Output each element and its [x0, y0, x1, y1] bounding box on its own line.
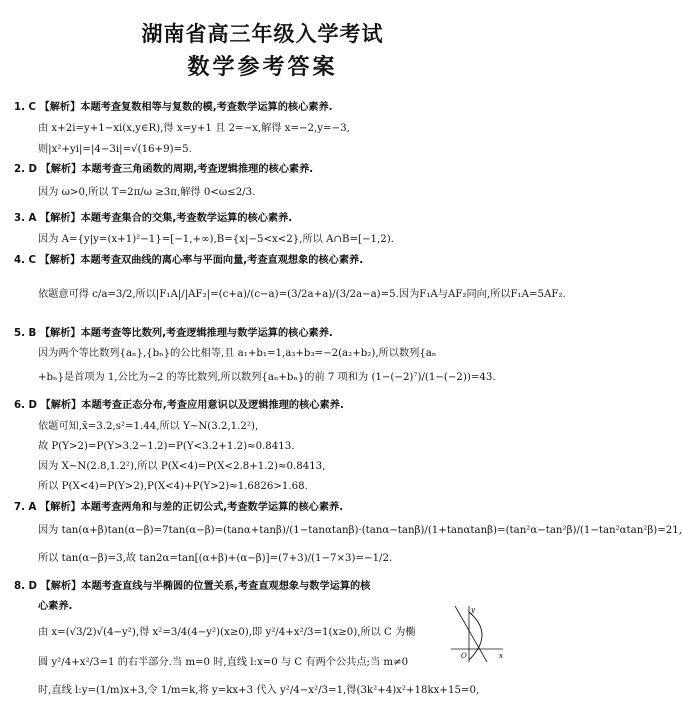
q3-heading: 3. A 【解析】本题考查集合的交集,考查数学运算的核心素养. [14, 213, 293, 224]
page-subtitle: 数学参考答案 [187, 55, 338, 80]
q6-line4: 所以 P(X<4)=P(Y>2),P(X<4)+P(Y>2)≈1.6826>1.68. [38, 481, 308, 492]
q2-line1: 因为 ω>0,所以 T=2π/ω ≥3π,解得 0<ω≤2/3. [38, 187, 256, 198]
q8-heading-cont: 心素养. [38, 601, 73, 612]
half-ellipse-curve [469, 612, 482, 660]
q5-line2: +bₙ}是首项为 1,公比为−2 的等比数列,所以数列{aₙ+bₙ}的前 7 项和为 (1−(−2)⁷)/(1−(−2))=43. [38, 372, 496, 383]
page-title: 湖南省高三年级入学考试 [141, 22, 384, 46]
q8-heading: 8. D 【解析】本题考查直线与半椭圆的位置关系,考查直观想象与数学运算的核 [14, 581, 371, 592]
q8-line1: 由 x=(√3/2)√(4−y²),得 x²=3/4(4−y²)(x≥0),即 y²/4+x²/3=1(x≥0),所以 C 为椭 [38, 627, 416, 638]
q7-heading: 7. A 【解析】本题考查两角和与差的正切公式,考查数学运算的核心素养. [14, 502, 344, 513]
q1-line1: 由 x+2i=y+1−xi(x,y∈R),得 x=y+1 且 2=−x,解得 x=−2,y=−3, [38, 123, 350, 134]
q3-line1: 因为 A={y|y=(x+1)²−1}=[−1,+∞),B={x|−5<x<2},所以 A∩B=[−1,2). [38, 234, 394, 245]
y-axis-label: y [471, 606, 475, 614]
q7-line1: 因为 tan(α+β)tan(α−β)=7tan(α−β)=(tanα+tanβ)/(1−tanαtanβ)·(tanα−tanβ)/(1+tanαtanβ)=(tan²α−tan²β)/(1−tan²αtan²β)=21, [38, 525, 682, 536]
q5-heading: 5. B 【解析】本题考查等比数列,考查逻辑推理与数学运算的核心素养. [14, 328, 333, 339]
q4-line1: 依题意可得 c/a=3/2,所以|F₁A|/|AF₂|=(c+a)/(c−a)=(3/2a+a)/(3/2a−a)=5.因为F₁A与AF₂同向,所以F₁A=5AF₂. [38, 289, 566, 300]
origin-label: O [461, 652, 467, 660]
ellipse-figure [447, 604, 505, 664]
q5-line1: 因为两个等比数列{aₙ},{bₙ}的公比相等,且 a₁+b₁=1,a₃+b₃=−2(a₂+b₂),所以数列{aₙ [38, 348, 437, 359]
q7-line2: 所以 tan(α−β)=3,故 tan2α=tan[(α+β)+(α−β)]=(7+3)/(1−7×3)=−1/2. [38, 553, 393, 564]
q6-heading: 6. D 【解析】本题考查正态分布,考查应用意识以及逻辑推理的核心素养. [14, 400, 344, 411]
q8-line2: 圆 y²/4+x²/3=1 的右半部分.当 m=0 时,直线 l:x=0 与 C 有两个公共点;当 m≠0 [38, 657, 409, 668]
q1-line2: 则|x²+yi|=|4−3i|=√(16+9)=5. [38, 144, 192, 155]
q1-heading: 1. C 【解析】本题考查复数相等与复数的模,考查数学运算的核心素养. [14, 102, 333, 113]
q8-line3: 时,直线 l:y=(1/m)x+3,令 1/m=k,将 y=kx+3 代入 y²/4−x²/3=1,得(3k²+4)x²+18kx+15=0, [38, 685, 480, 696]
q6-line1: 依题可知,x̄=3.2,s²=1.44,所以 Y~N(3.2,1.2²), [38, 421, 259, 432]
q4-heading: 4. C 【解析】本题考查双曲线的离心率与平面向量,考查直观想象的核心素养. [14, 255, 364, 266]
q6-line2: 故 P(Y>2)=P(Y>3.2−1.2)=P(Y<3.2+1.2)≈0.8413. [38, 441, 295, 452]
q2-heading: 2. D 【解析】本题考查三角函数的周期,考查逻辑推理的核心素养. [14, 164, 314, 175]
x-axis-label: x [499, 652, 503, 660]
q6-line3: 因为 X~N(2.8,1.2²),所以 P(X<4)=P(X<2.8+1.2)≈0.8413, [38, 461, 326, 472]
